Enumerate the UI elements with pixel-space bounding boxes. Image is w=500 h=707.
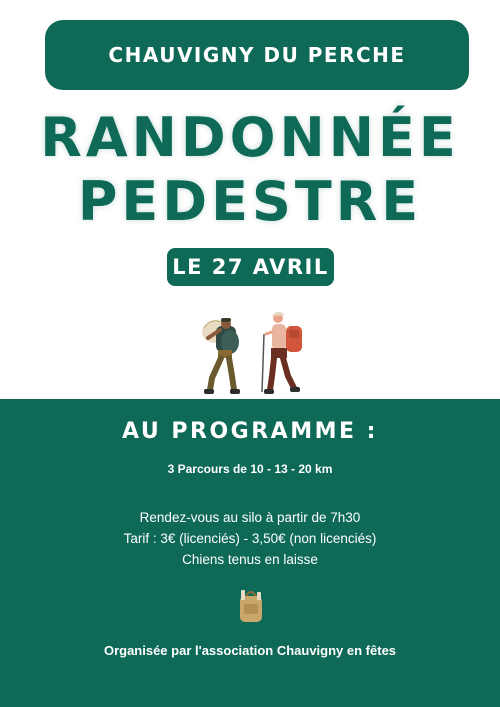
hikers-illustration [190,304,310,400]
tarif-text: Tarif : 3€ (licenciés) - 3,50€ (non licenciés) [123,531,377,546]
date-label: LE 27 AVRIL [172,255,329,279]
location-banner [45,20,469,90]
hiker-right-icon [262,312,302,394]
date-badge [167,248,334,286]
dogs-text: Chiens tenus en laisse [182,552,318,567]
backpack-icon [236,588,266,624]
organiser-text: Organisée par l'association Chauvigny en fêtes [103,643,397,658]
programme-heading: AU PROGRAMME : [122,419,378,444]
location-label: CHAUVIGNY DU PERCHE [108,43,406,67]
hiker-left-icon [202,318,240,394]
event-title-line-1: RANDONNÉE [40,106,460,169]
parcours-text: 3 Parcours de 10 - 13 - 20 km [167,462,333,476]
rendezvous-text: Rendez-vous au silo à partir de 7h30 [139,510,361,525]
event-title-line-2: PEDESTRE [77,170,423,233]
